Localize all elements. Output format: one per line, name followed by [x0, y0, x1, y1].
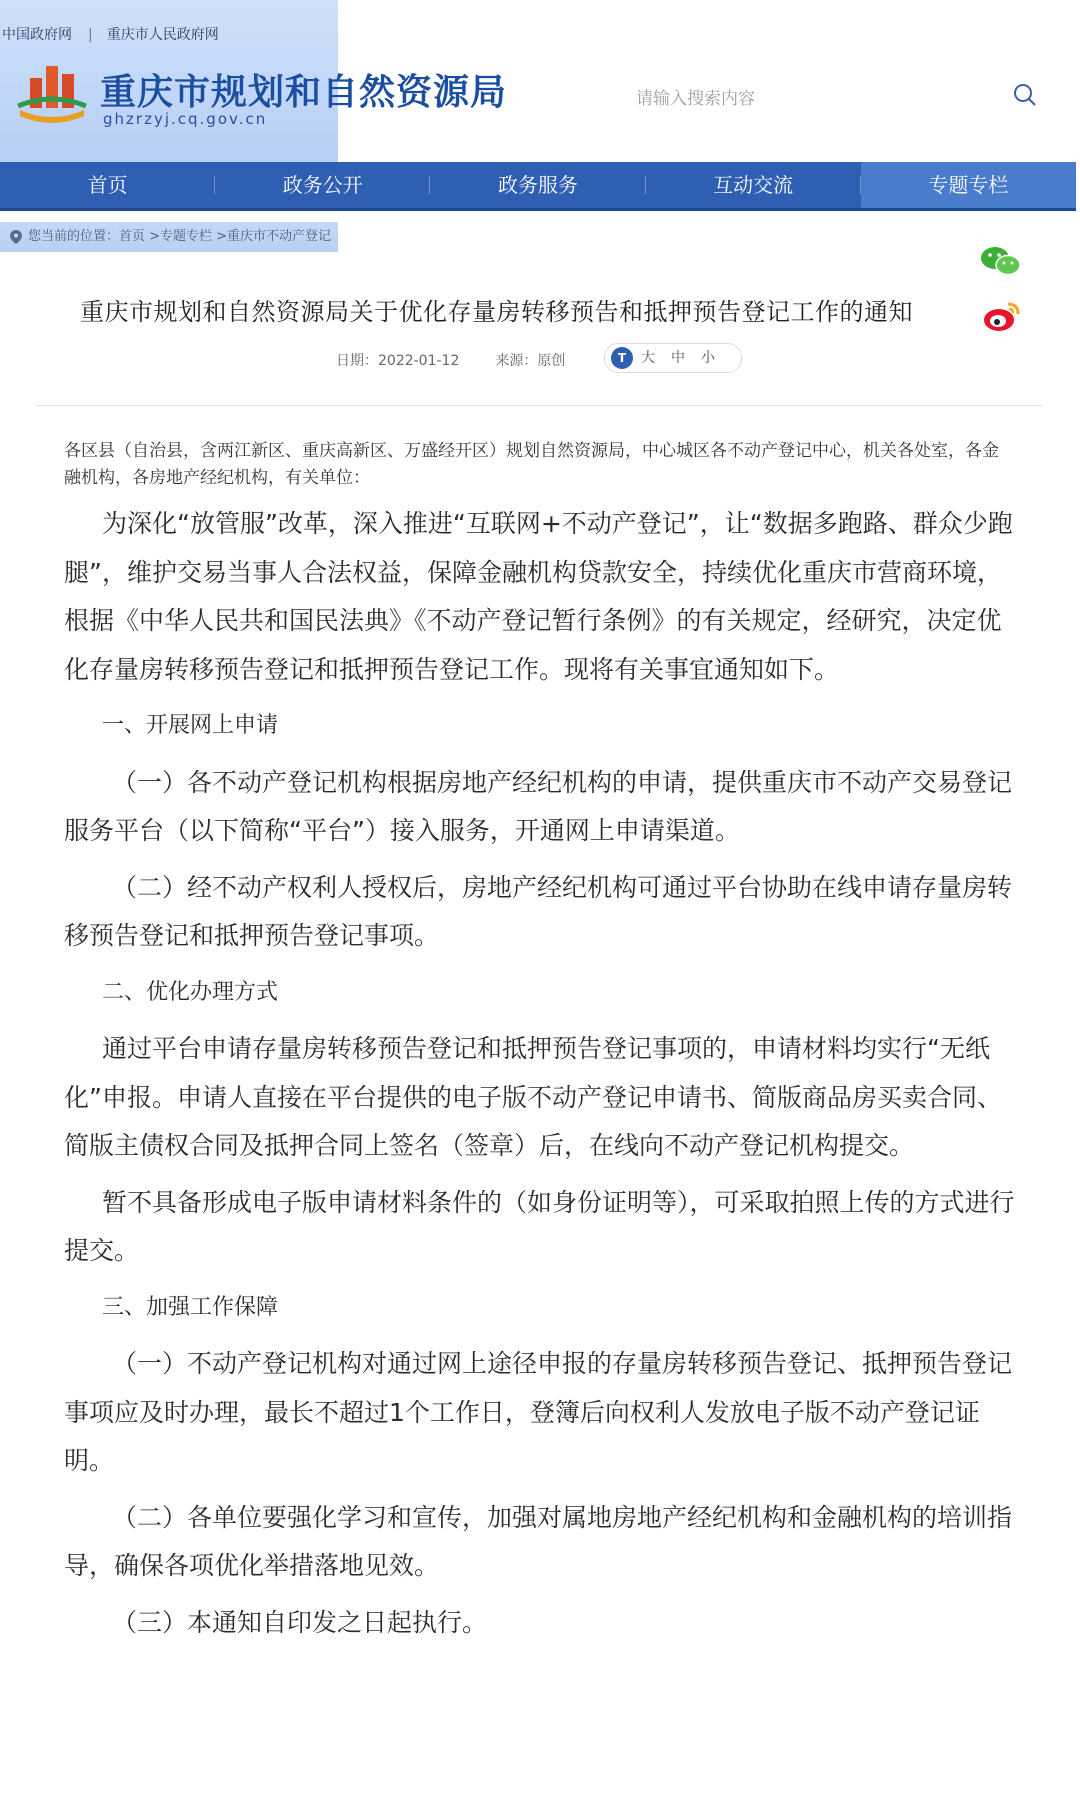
wechat-share-icon[interactable]: [980, 244, 1022, 278]
section-heading: 一、开展网上申请: [102, 713, 279, 738]
search-box[interactable]: [560, 70, 1060, 122]
article-addressee: 各区县（自治县，含两江新区、重庆高新区、万盛经开区）规划自然资源局，中心城区各不动产登记中心，机关各处室，各金融机构，各房地产经纪机构，有关单位：: [64, 441, 999, 488]
section-heading: 三、加强工作保障: [102, 1294, 279, 1320]
paragraph: （三）本通知自印发之日起执行。: [112, 1607, 488, 1637]
article-date: 日期：2022-01-12: [336, 353, 460, 369]
nav-item-topics[interactable]: 专题专栏: [861, 162, 1076, 208]
main-nav: [0, 162, 1076, 211]
paragraph: 暂不具备形成电子版申请材料条件的（如身份证明等），可采取拍照上传的方式进行提交。: [64, 1187, 1015, 1265]
logo-icon: [14, 58, 90, 126]
site-domain: ghzrzyj.cq.gov.cn: [103, 110, 268, 128]
weibo-share-icon[interactable]: [982, 298, 1022, 334]
nav-item-home[interactable]: 首页: [0, 162, 215, 208]
gov-link-china[interactable]: 中国政府网: [2, 27, 72, 43]
breadcrumb: [0, 222, 338, 252]
paragraph: （二）各单位要强化学习和宣传，加强对属地房地产经纪机构和金融机构的培训指导，确保各项优化举措落地见效。: [64, 1502, 1013, 1580]
gov-link-chongqing[interactable]: 重庆市人民政府网: [106, 27, 219, 43]
search-input[interactable]: 请输入搜索内容: [636, 89, 755, 109]
search-icon[interactable]: [1012, 82, 1038, 108]
site-title[interactable]: 重庆市规划和自然资源局: [100, 72, 508, 113]
font-size-icon: T: [611, 347, 633, 369]
nav-item-gov-affairs[interactable]: 政务公开: [215, 162, 430, 208]
intro-paragraph: 为深化“放管服”改革，深入推进“互联网+不动产登记”，让“数据多跑路、群众少跑腿”，维护交易当事人合法权益，保障金融机构贷款安全，持续优化重庆市营商环境，根据《中华人民共和国民法典》《不动产登记暂行条例》的有关规定，经研究，决定优化存量房转移预告登记和抵押预告登记工作。现将有关事宜通知如下。: [64, 509, 1013, 684]
paragraph: （一）不动产登记机构对通过网上途径申报的存量房转移预告登记、抵押预告登记事项应及时办理，最长不超过1个工作日，登簿后向权利人发放电子版不动产登记证明。: [64, 1349, 1013, 1475]
article-meta: [336, 350, 601, 370]
breadcrumb-text[interactable]: 您当前的位置：首页 >专题专栏 >重庆市不动产登记: [28, 229, 332, 244]
paragraph: 通过平台申请存量房转移预告登记和抵押预告登记事项的，申请材料均实行“无纸化”申报。申请人直接在平台提供的电子版不动产登记申请书、简版商品房买卖合同、简版主债权合同及抵押合同上签名（签章）后，在线向不动产登记机构提交。: [64, 1034, 1002, 1160]
gov-links: 中国政府网 | 重庆市人民政府网: [2, 27, 219, 43]
header-banner: [0, 0, 508, 162]
paragraph: （二）经不动产权利人授权后，房地产经纪机构可通过平台协助在线申请存量房转移预告登记和抵押预告登记事项。: [64, 872, 1013, 950]
font-size-medium[interactable]: 中: [671, 350, 685, 366]
divider: [36, 405, 1042, 406]
article-title: 重庆市规划和自然资源局关于优化存量房转移预告和抵押预告登记工作的通知: [80, 298, 913, 326]
font-size-control: [604, 343, 742, 373]
font-size-small[interactable]: 小: [701, 350, 715, 366]
nav-item-services[interactable]: 政务服务: [430, 162, 645, 208]
location-pin-icon: [10, 230, 22, 244]
paragraph: （一）各不动产登记机构根据房地产经纪机构的申请，提供重庆市不动产交易登记服务平台（以下简称“平台”）接入服务，开通网上申请渠道。: [64, 767, 1013, 845]
article-source: 来源：原创: [495, 353, 566, 369]
section-heading: 二、优化办理方式: [102, 979, 279, 1005]
font-size-large[interactable]: 大: [641, 350, 655, 366]
article-body: [64, 500, 1021, 1655]
site-header: [0, 0, 1080, 162]
nav-item-interaction[interactable]: 互动交流: [646, 162, 861, 208]
